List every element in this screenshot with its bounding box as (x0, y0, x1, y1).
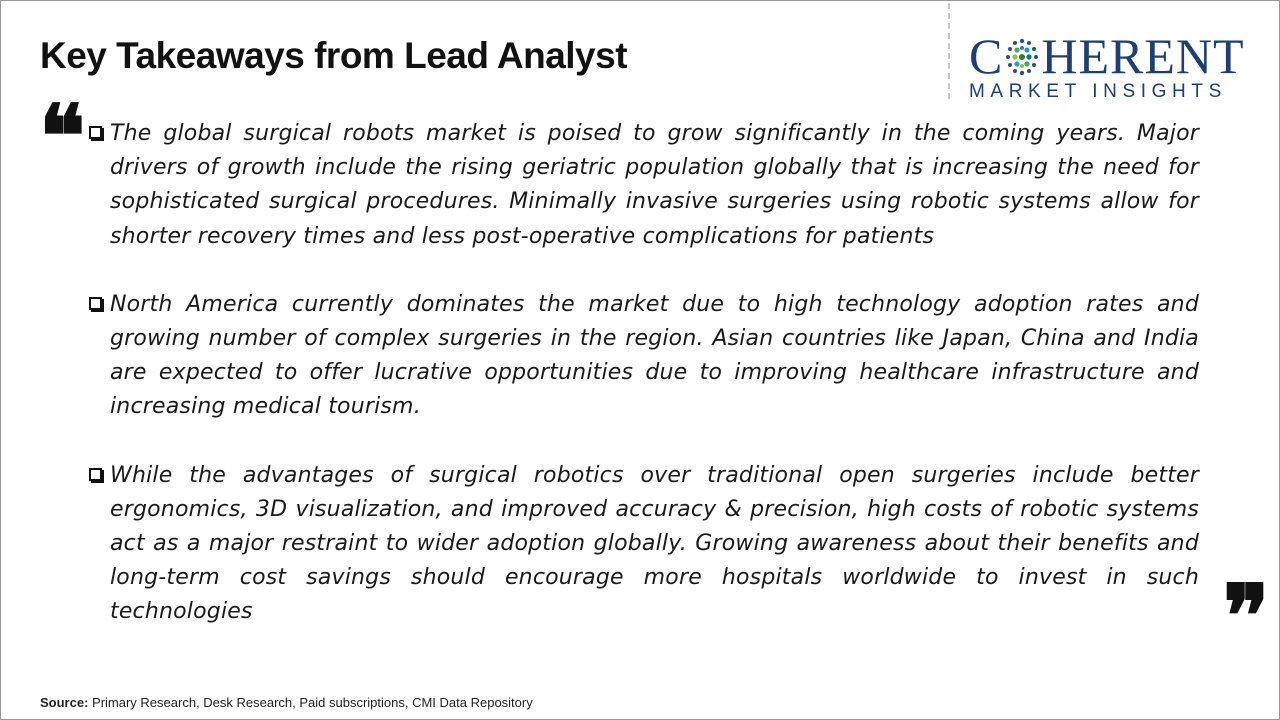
company-logo (969, 28, 1261, 103)
logo-word-end: HERENT (1041, 28, 1245, 84)
takeaways-list (87, 117, 1199, 664)
source-text: Primary Research, Desk Research, Paid subscriptions, CMI Data Repository (88, 695, 533, 710)
logo-dot-globe-icon (1004, 37, 1040, 77)
checkbox-bullet-icon (89, 297, 102, 310)
list-item (87, 288, 1199, 425)
checkbox-bullet-icon (89, 126, 102, 139)
open-quote-icon: ❝ (39, 89, 86, 185)
checkbox-bullet-icon (89, 468, 102, 481)
logo-wordmark (969, 28, 1261, 84)
source-label: Source: (40, 695, 89, 710)
bullet-text: The global surgical robots market is poised to grow significantly in the coming years. Major drivers of growth include the rising geriatric population globally that is increasing the need for sophisticated surgical procedures. Minimally invasive surgeries using robotic systems allow for shorter recovery times and less post-operative complications for patients (110, 121, 1199, 249)
close-quote-icon: ❞ (1223, 569, 1270, 665)
logo-divider (948, 3, 950, 99)
bullet-text: While the advantages of surgical robotics over traditional open surgeries include better ergonomics, 3D visualization, and improved accuracy & precision, high costs of robotic systems act as a major restraint to wider adoption globally. Growing awareness about their benefits and long-term cost savings should encourage more hospitals worldwide to invest in such technologies (110, 462, 1199, 625)
list-item (87, 117, 1199, 254)
source-note (40, 695, 533, 710)
logo-tagline: MARKET INSIGHTS (969, 81, 1227, 102)
page-title: Key Takeaways from Lead Analyst (40, 35, 628, 76)
logo-word-start: C (969, 28, 1004, 84)
bullet-text: North America currently dominates the market due to high technology adoption rates and growing number of complex surgeries in the region. Asian countries like Japan, China and India are expected to offer lucrative opportunities due to improving healthcare infrastructure and increasing medical tourism. (110, 291, 1199, 420)
list-item (87, 459, 1199, 630)
